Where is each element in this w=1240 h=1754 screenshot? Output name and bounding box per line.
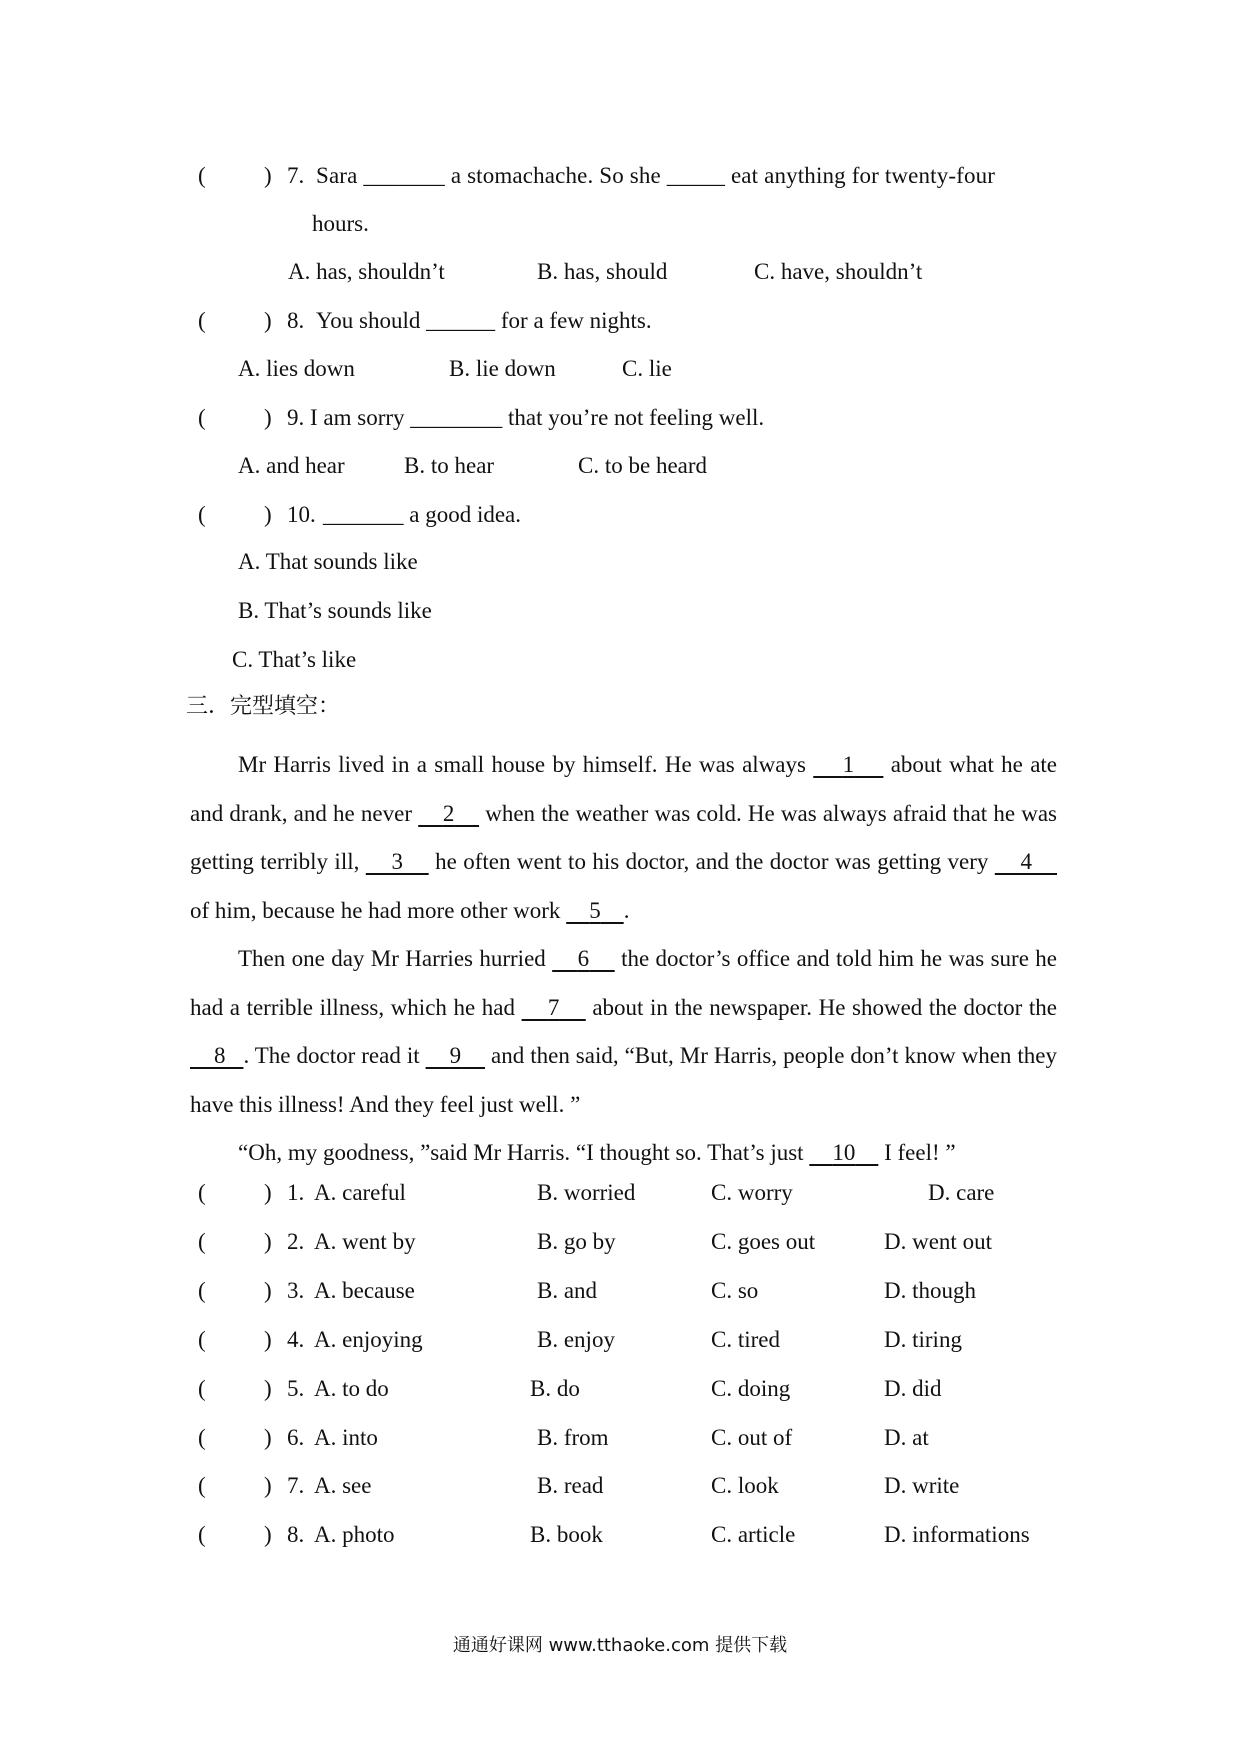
cloze-item-number: 2. [287,1228,305,1254]
cloze-blank: 10 [832,1140,856,1165]
cloze-blank: 7 [547,994,560,1020]
question-number: 9. [287,405,305,430]
option-c: C. That’s like [232,647,357,672]
option-c: C. so [711,1277,759,1303]
answer-bracket-open: ( [198,502,206,527]
answer-bracket-open: ( [198,163,206,188]
option-a: A. lies down [238,356,355,381]
cloze-item-number: 8. [287,1522,305,1548]
option-a: A. because [314,1277,415,1303]
option-a: A. to do [314,1375,389,1401]
option-b: B. go by [537,1228,616,1254]
cloze-blank: 1 [842,752,855,777]
answer-bracket-close: ) [264,1326,272,1352]
cloze-item-number: 3. [287,1277,305,1303]
answer-bracket-close: ) [264,308,272,333]
option-d: D. at [884,1424,929,1450]
option-a: A. careful [314,1180,406,1205]
option-c: C. lie [622,356,672,381]
answer-bracket-open: ( [198,1277,206,1303]
cloze-blank: 8 [213,1043,226,1068]
option-c: C. to be heard [578,453,708,478]
option-c: C. article [711,1522,796,1548]
option-c: C. worry [711,1180,793,1205]
option-b: B. worried [537,1180,636,1205]
option-b: B. That’s sounds like [238,598,432,623]
answer-bracket-open: ( [198,1326,206,1352]
option-a: A. photo [314,1522,395,1548]
option-c: C. look [711,1473,779,1499]
page-footer: 通通好课网 www.tthaoke.com 提供下载 [452,1635,788,1656]
option-d: D. did [884,1375,942,1401]
passage-paragraph: Mr Harris lived in a small house by himself. He was always 1 about what he ate and drank, and he never 2 when the weather was cold. He was always afraid that he was getting terribly ill, 3 he often went to his doctor, and the doctor was getting very 4 of him, because he had more other work 5 . [190,752,1058,923]
answer-bracket-open: ( [198,1228,206,1254]
option-d: D. care [928,1180,995,1205]
option-c: C. tired [711,1326,780,1352]
option-c: C. have, shouldn’t [754,259,923,284]
cloze-blank: 2 [442,800,455,826]
option-b: B. to hear [404,453,495,478]
option-b: B. from [537,1424,609,1450]
option-b: B. enjoy [537,1326,615,1352]
question-number: 8. [287,308,305,333]
option-d: D. informations [884,1522,1030,1548]
option-d: D. went out [884,1228,992,1254]
question-text: _______ a good idea. [323,502,522,527]
option-a: A. That sounds like [238,549,418,574]
cloze-blank: 3 [391,849,403,874]
question-text-continued: hours. [312,211,369,236]
section-title: 三．完型填空： [186,694,341,719]
option-d: D. tiring [884,1326,962,1352]
option-c: C. goes out [711,1228,816,1254]
answer-bracket-close: ) [264,1228,272,1254]
cloze-blank: 5 [589,897,601,923]
question-number: 7. [287,163,305,188]
answer-bracket-close: ) [264,502,272,527]
answer-bracket-open: ( [198,1424,206,1450]
option-a: A. see [314,1473,372,1499]
cloze-blank: 6 [577,946,590,971]
answer-bracket-close: ) [264,1375,272,1401]
answer-bracket-close: ) [264,1180,272,1205]
option-c: C. out of [711,1424,793,1450]
option-b: B. book [530,1522,603,1548]
option-b: B. read [537,1473,604,1499]
question-text: You should ______ for a few nights. [316,308,652,333]
answer-bracket-close: ) [264,1522,272,1548]
option-b: B. do [530,1375,580,1401]
cloze-blank: 4 [1020,849,1032,874]
option-c: C. doing [711,1375,791,1401]
option-a: A. into [314,1424,378,1450]
answer-bracket-open: ( [198,308,206,333]
answer-bracket-close: ) [264,1473,272,1499]
passage-paragraph: Then one day Mr Harries hurried 6 the doctor’s office and told him he was sure he had a terrible illness, which he had 7 about in the newspaper. He showed the doctor the 8 . The doctor read it 9 and then said, “But, Mr Harris, people don’t know when they have this illness! And they feel just well. ” [190,946,1058,1117]
question-text: I am sorry ________ that you’re not feeling well. [310,405,765,430]
option-a: A. and hear [238,453,345,478]
cloze-item-number: 6. [287,1424,305,1450]
cloze-item-number: 5. [287,1375,305,1401]
answer-bracket-open: ( [198,1375,206,1401]
option-d: D. though [884,1277,976,1303]
option-a: A. enjoying [314,1326,423,1352]
answer-bracket-close: ) [264,163,272,188]
question-number: 10. [287,502,316,527]
cloze-item-number: 7. [287,1473,305,1499]
answer-bracket-close: ) [264,405,272,430]
answer-bracket-open: ( [198,1180,206,1205]
option-a: A. went by [314,1228,416,1254]
passage-paragraph: “Oh, my goodness, ”said Mr Harris. “I thought so. That’s just 10 I feel! ” [238,1140,956,1165]
cloze-blank: 9 [449,1043,462,1068]
answer-bracket-close: ) [264,1277,272,1303]
option-b: B. lie down [449,356,556,381]
cloze-item-number: 4. [287,1326,305,1352]
option-b: B. and [537,1277,598,1303]
answer-bracket-open: ( [198,1473,206,1499]
answer-bracket-open: ( [198,1522,206,1548]
question-text: Sara _______ a stomachache. So she _____ eat anything for twenty-four [316,163,996,188]
cloze-item-number: 1. [287,1180,305,1205]
option-d: D. write [884,1473,960,1499]
answer-bracket-open: ( [198,405,206,430]
option-a: A. has, shouldn’t [288,259,445,284]
option-b: B. has, should [537,259,668,284]
answer-bracket-close: ) [264,1424,272,1450]
